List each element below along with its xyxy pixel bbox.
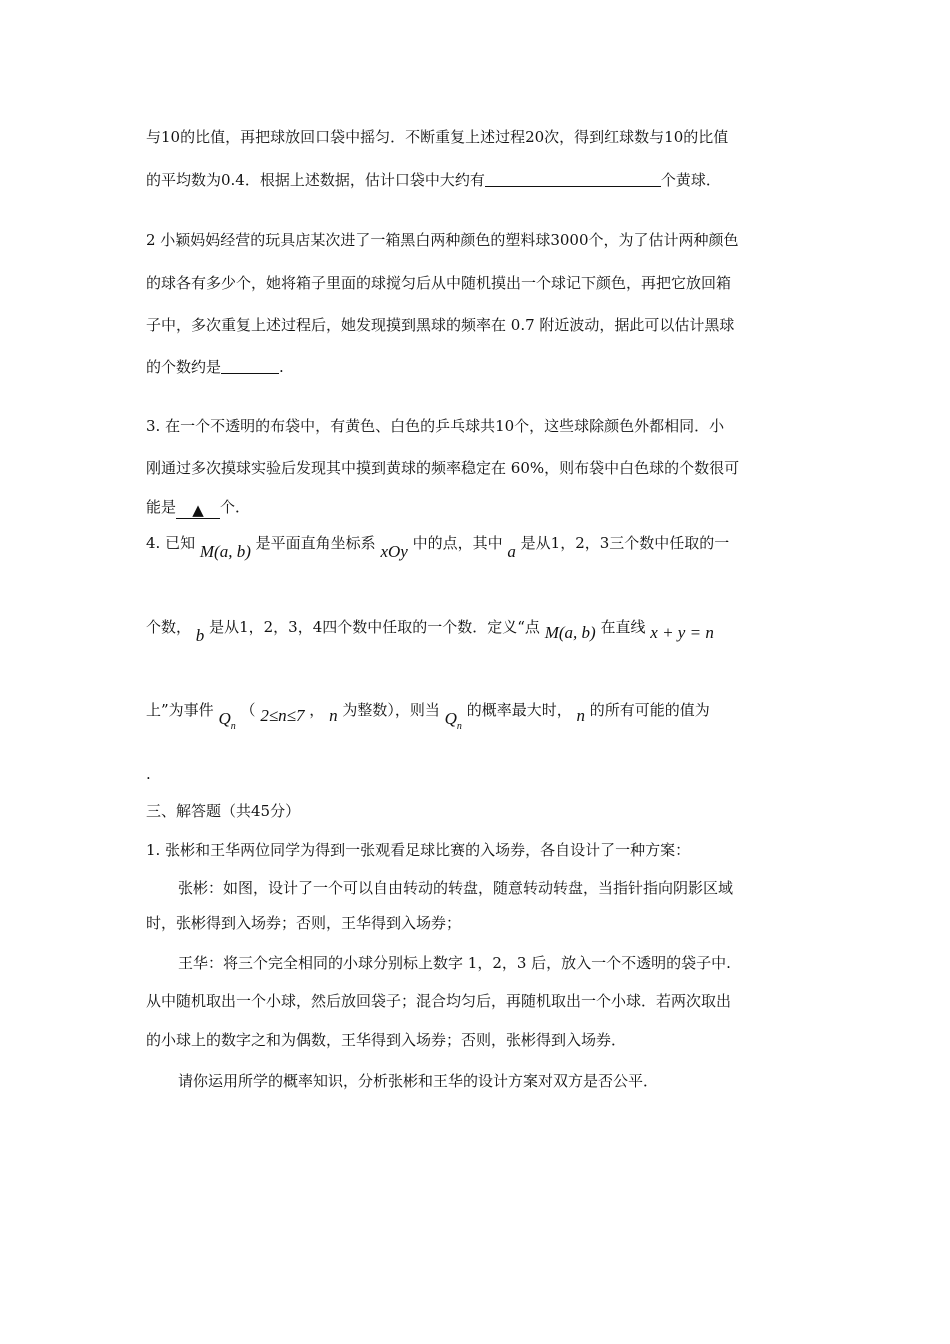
text-line (146, 700, 710, 732)
text: 能是 (146, 498, 177, 516)
math-point: M(a, b) (544, 623, 596, 642)
event-subscript: n (230, 721, 236, 732)
text: 的小球上的数字之和为偶数，王华得到入场券；否则，张彬得到入场券． (146, 1031, 627, 1049)
text: 在直线 (600, 618, 646, 636)
text-line (146, 170, 721, 190)
event-subscript: n (456, 721, 462, 732)
text: 2 小颖妈妈经营的玩具店某次进了一箱黑白两种颜色的塑料球3000个，为了估计两种颜色 (146, 231, 739, 249)
section-heading (146, 801, 300, 821)
math-point: M(a, b) (199, 542, 251, 561)
text: 子中，多次重复上述过程后，她发现摸到黑球的频率在 0.7 附近波动，据此可以估计黑球 (146, 316, 735, 334)
text: 为整数），则当 (342, 701, 440, 719)
text-line (146, 315, 734, 335)
text: 从中随机取出一个小球，然后放回袋子；混合均匀后，再随机取出一个小球．若两次取出 (146, 992, 732, 1010)
text-line (178, 1071, 658, 1091)
text: 时，张彬得到入场券；否则，王华得到入场券； (146, 914, 462, 932)
text: 张彬：如图，设计了一个可以自由转动的转盘，随意转动转盘，当指针指向阴影区域 (178, 879, 734, 897)
math-var: n (576, 706, 585, 725)
question-1-line (146, 840, 690, 860)
answer-blank[interactable] (176, 500, 220, 519)
text: 与10的比值，再把球放回口袋中摇匀．不断重复上述过程20次，得到红球数与10的比值 (146, 128, 729, 146)
text-line (178, 953, 731, 973)
event-letter: Q (444, 709, 457, 728)
text-line (146, 127, 728, 147)
text: 的个数约是 (146, 358, 222, 376)
text: 个数， (146, 618, 192, 636)
question-4-line (146, 533, 730, 561)
text-line (146, 991, 731, 1011)
math-var: n (329, 706, 338, 725)
text-line (146, 357, 284, 377)
text: 的球各有多少个，她将箱子里面的球搅匀后从中随机摸出一个球记下颜色，再把它放回箱 (146, 274, 732, 292)
text: 的平均数为0.4．根据上述数据，估计口袋中大约有 (146, 171, 485, 189)
text-line (146, 458, 739, 478)
text: . (279, 358, 284, 376)
text: 1. 张彬和王华两位同学为得到一张观看足球比赛的入场券，各自设计了一种方案： (146, 841, 691, 859)
text: 是从1，2，3三个数中任取的一 (520, 534, 730, 552)
text-line (178, 878, 733, 898)
question-3-line (146, 416, 724, 436)
text: 是从1，2，3，4四个数中任取的一个数．定义“点 (209, 618, 540, 636)
text: 的概率最大时， (466, 701, 572, 719)
text: 上”为事件 (146, 701, 214, 719)
text: 3. 在一个不透明的布袋中，有黄色、白色的乒乓球共10个，这些球除颜色外都相同．小 (146, 417, 725, 435)
math-var: b (195, 626, 205, 645)
text: 个黄球． (660, 171, 721, 189)
math-event (218, 709, 236, 732)
text-line (146, 617, 714, 645)
text: ， (309, 701, 325, 719)
math-equation: x + y = n (650, 623, 714, 642)
text: . (146, 765, 151, 783)
text-line (146, 273, 731, 293)
math-inequality: 2≤n≤7 (260, 706, 305, 725)
answer-blank[interactable] (485, 170, 661, 187)
math-var: a (507, 542, 516, 561)
text: 的所有可能的值为 (589, 701, 710, 719)
text: 王华：将三个完全相同的小球分别标上数字 1，2，3 后，放入一个不透明的袋子中. (178, 954, 731, 972)
math-event (444, 709, 462, 732)
triangle-icon: ▲ (192, 501, 204, 519)
text-line (146, 1030, 626, 1050)
text: （ (240, 701, 256, 719)
text-line (146, 913, 461, 933)
text-line (146, 497, 250, 519)
question-2-line (146, 230, 739, 250)
text-line (146, 764, 151, 784)
text: 中的点，其中 (412, 534, 503, 552)
answer-blank[interactable] (221, 357, 279, 374)
text: 刚通过多次摸球实验后发现其中摸到黄球的频率稳定在 60%，则布袋中白色球的个数很可 (146, 459, 740, 477)
text: 三、解答题（共45分） (146, 802, 301, 820)
math-var: xOy (380, 542, 408, 561)
text: 个． (220, 498, 251, 516)
text: 4. 已知 (146, 534, 196, 552)
event-letter: Q (218, 709, 231, 728)
text: 请你运用所学的概率知识，分析张彬和王华的设计方案对双方是否公平． (178, 1072, 659, 1090)
text: 是平面直角坐标系 (255, 534, 376, 552)
